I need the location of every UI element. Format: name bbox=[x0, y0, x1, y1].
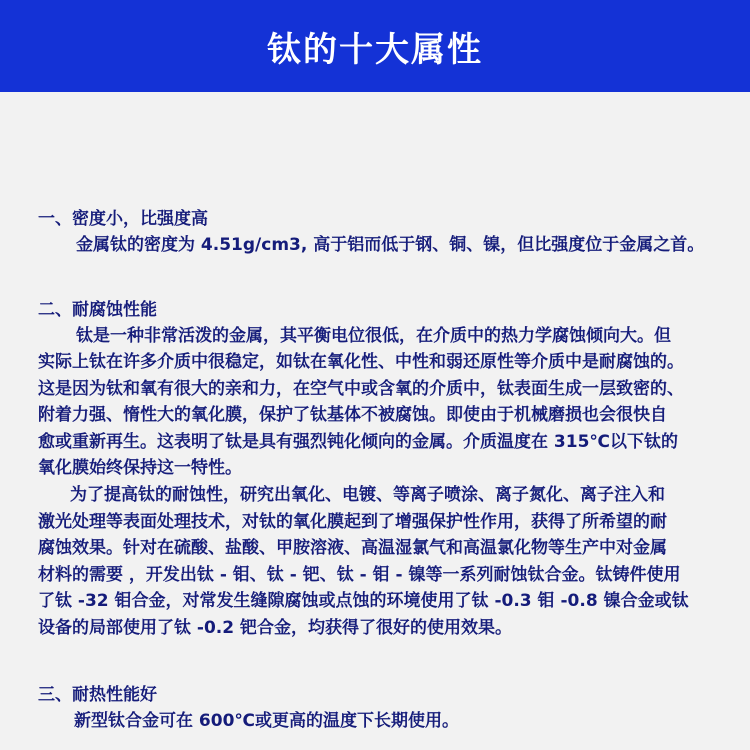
section-spacer bbox=[38, 642, 742, 682]
paragraph-line: 了钛 -32 钼合金，对常发生缝隙腐蚀或点蚀的环境使用了钛 -0.3 钼 -0.8 镍合金或钛 bbox=[38, 591, 689, 612]
section-heading: 一、密度小，比强度高 bbox=[38, 209, 208, 229]
paragraph-line: 腐蚀效果。针对在硫酸、盐酸、甲胺溶液、高温湿氯气和高温氯化物等生产中对金属 bbox=[38, 538, 667, 559]
article-body bbox=[38, 206, 742, 734]
paragraph-line: 金属钛的密度为 4.51g/cm3, 高于铝而低于钢、铜、镍，但比强度位于金属之首。 bbox=[76, 235, 705, 255]
paragraph-line: 为了提高钛的耐蚀性，研究出氧化、电镀、等离子喷涂、离子氮化、离子注入和 bbox=[70, 485, 665, 506]
section-corrosion bbox=[38, 297, 742, 642]
header-banner bbox=[0, 0, 750, 92]
paragraph-line: 设备的局部使用了钛 -0.2 钯合金，均获得了很好的使用效果。 bbox=[38, 618, 513, 639]
section-density bbox=[38, 206, 742, 259]
paragraph-line: 附着力强、惰性大的氧化膜，保护了钛基体不被腐蚀。即使由于机械磨损也会很快自 bbox=[38, 405, 667, 426]
paragraph-line: 新型钛合金可在 600℃或更高的温度下长期使用。 bbox=[74, 710, 459, 731]
paragraph-line: 氧化膜始终保持这一特性。 bbox=[38, 458, 242, 479]
paragraph-line: 材料的需要 ，开发出钛 - 钼、钛 - 钯、钛 - 钼 - 镍等一系列耐蚀钛合金。钛铸件使用 bbox=[38, 564, 681, 585]
section-heading: 三、耐热性能好 bbox=[38, 684, 157, 705]
page-title: 钛的十大属性 bbox=[267, 29, 483, 70]
paragraph-line: 激光处理等表面处理技术，对钛的氧化膜起到了增强保护性作用，获得了所希望的耐 bbox=[38, 511, 667, 532]
paragraph-line: 实际上钛在许多介质中很稳定，如钛在氧化性、中性和弱还原性等介质中是耐腐蚀的。 bbox=[38, 352, 684, 373]
section-spacer bbox=[38, 259, 742, 297]
paragraph-line: 钛是一种非常活泼的金属，其平衡电位很低，在介质中的热力学腐蚀倾向大。但 bbox=[76, 325, 671, 346]
paragraph-line: 愈或重新再生。这表明了钛是具有强烈钝化倾向的金属。介质温度在 315℃以下钛的 bbox=[38, 431, 678, 452]
paragraph-line: 这是因为钛和氧有很大的亲和力，在空气中或含氧的介质中，钛表面生成一层致密的、 bbox=[38, 378, 684, 399]
section-heat-resistance bbox=[38, 682, 742, 735]
section-heading: 二、耐腐蚀性能 bbox=[38, 299, 157, 320]
